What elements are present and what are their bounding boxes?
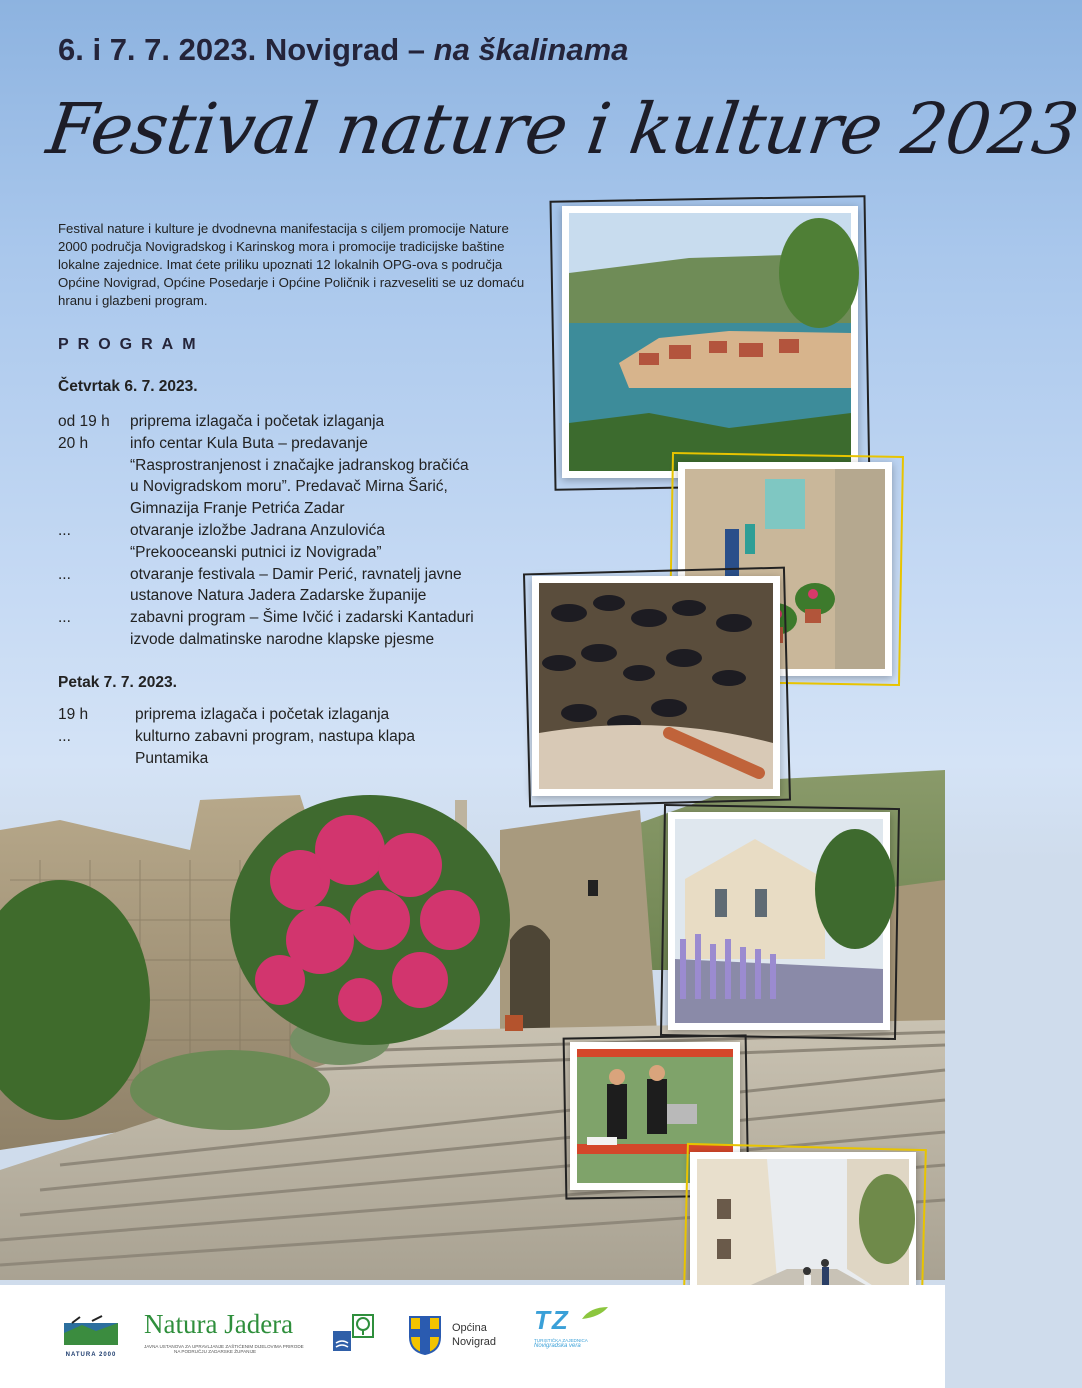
schedule-line: info centar Kula Buta – predavanje [130, 434, 368, 452]
opcina-line1: Općina [452, 1322, 487, 1334]
sponsor-footer [0, 1285, 945, 1388]
schedule-row [58, 411, 510, 433]
schedule-row [58, 433, 510, 520]
natura-jadera-sub1: JAVNA USTANOVA ZA UPRAVLJANJE ZAŠTIĆENIM DIJELOVIMA PRIRODE [144, 1344, 304, 1349]
photo-frame [549, 195, 870, 490]
festival-title: Festival nature i kulture 2023 [42, 88, 1082, 170]
schedule-desc [130, 564, 510, 608]
schedule-line: priprema izlagača i početak izlaganja [130, 413, 385, 430]
schedule-desc [130, 411, 510, 433]
header-date-text: 6. i 7. 7. 2023. Novigrad – [58, 32, 426, 67]
schedule-line: ustanove Natura Jadera Zadarske županije [130, 587, 427, 605]
schedule-time: od 19 h [58, 413, 110, 430]
photo-frame [660, 804, 900, 1040]
natura2000-icon [62, 1315, 120, 1347]
schedule-line: kulturno zabavni program, nastupa klapa [135, 727, 416, 745]
schedule-time: ... [58, 727, 71, 745]
schedule-row [58, 726, 515, 770]
tz-logo [534, 1305, 614, 1349]
schedule-line: zabavni program – Šime Ivčić i zadarski Kantaduri [130, 609, 474, 627]
natura-jadera-logo [144, 1309, 354, 1354]
schedule-row [58, 607, 510, 651]
schedule-line: u Novigradskom moru”. Predavač Mirna Šarić, [130, 478, 448, 496]
natura-jadera-icon [333, 1313, 377, 1358]
schedule-line: otvaranje festivala – Damir Perić, ravnatelj javne [130, 565, 462, 583]
schedule-desc [135, 704, 515, 726]
opcina-novigrad-crest-icon [408, 1315, 442, 1360]
schedule-time: ... [58, 609, 71, 627]
day1-schedule [58, 411, 510, 651]
schedule-row [58, 520, 510, 564]
tz-logo-mark: TZ [534, 1305, 570, 1335]
header-date [58, 32, 628, 68]
natura2000-logo [62, 1315, 120, 1358]
photo-frame [523, 567, 791, 808]
schedule-line: “Prekooceanski putnici iz Novigrada” [130, 543, 382, 561]
tz-line1: TURISTIČKA ZAJEDNICA [534, 1338, 588, 1343]
schedule-line: priprema izlagača i početak izlaganja [135, 706, 390, 723]
schedule-line: otvaranje izložbe Jadrana Anzulovića [130, 521, 386, 539]
schedule-row [58, 704, 515, 726]
day2-schedule [58, 704, 515, 769]
flowering-tree [230, 795, 510, 1045]
schedule-time: 20 h [58, 434, 89, 452]
schedule-row [58, 564, 510, 608]
opcina-novigrad-text [452, 1321, 496, 1349]
tz-leaf-icon [580, 1305, 610, 1321]
schedule-line: Gimnazija Franje Petrića Zadar [130, 500, 345, 518]
header-date-italic: na škalinama [433, 32, 629, 67]
schedule-line: “Rasprostranjenost i značajke jadranskog bračića [130, 456, 469, 474]
intro-paragraph: Festival nature i kulture je dvodnevna manifestacija s ciljem promocije Nature 2000 područja Novigradskog i Karinskog mora i promocije tradicijske baštine lokalne zajednice. Imat ćete priliku upoznati 12 lokalnih OPG-ova s područja Općine Novigrad, Općine Posedarje i Općine Poličnik i razveseliti se uz domaću hranu i glazbeni program. [58, 221, 525, 308]
schedule-desc [130, 607, 510, 651]
day2-title: Petak 7. 7. 2023. [58, 674, 177, 691]
tz-line2: Novigradska vera [534, 1343, 581, 1349]
day1-title: Četvrtak 6. 7. 2023. [58, 378, 198, 395]
schedule-desc [130, 520, 510, 564]
schedule-line: izvode dalmatinske narodne klapske pjesme [130, 630, 435, 648]
natura2000-label: NATURA 2000 [65, 1352, 117, 1358]
schedule-desc [130, 433, 510, 520]
schedule-time: ... [58, 565, 71, 583]
natura-jadera-sub2: NA PODRUČJU ZADARSKE ŽUPANIJE [174, 1349, 257, 1354]
schedule-line: Puntamika [135, 749, 209, 767]
schedule-time: 19 h [58, 706, 89, 723]
schedule-desc [135, 726, 515, 770]
program-heading: PROGRAM [58, 336, 205, 353]
opcina-line2: Novigrad [452, 1336, 497, 1348]
natura-jadera-name: Natura Jadera [144, 1309, 294, 1339]
schedule-time: ... [58, 521, 71, 539]
